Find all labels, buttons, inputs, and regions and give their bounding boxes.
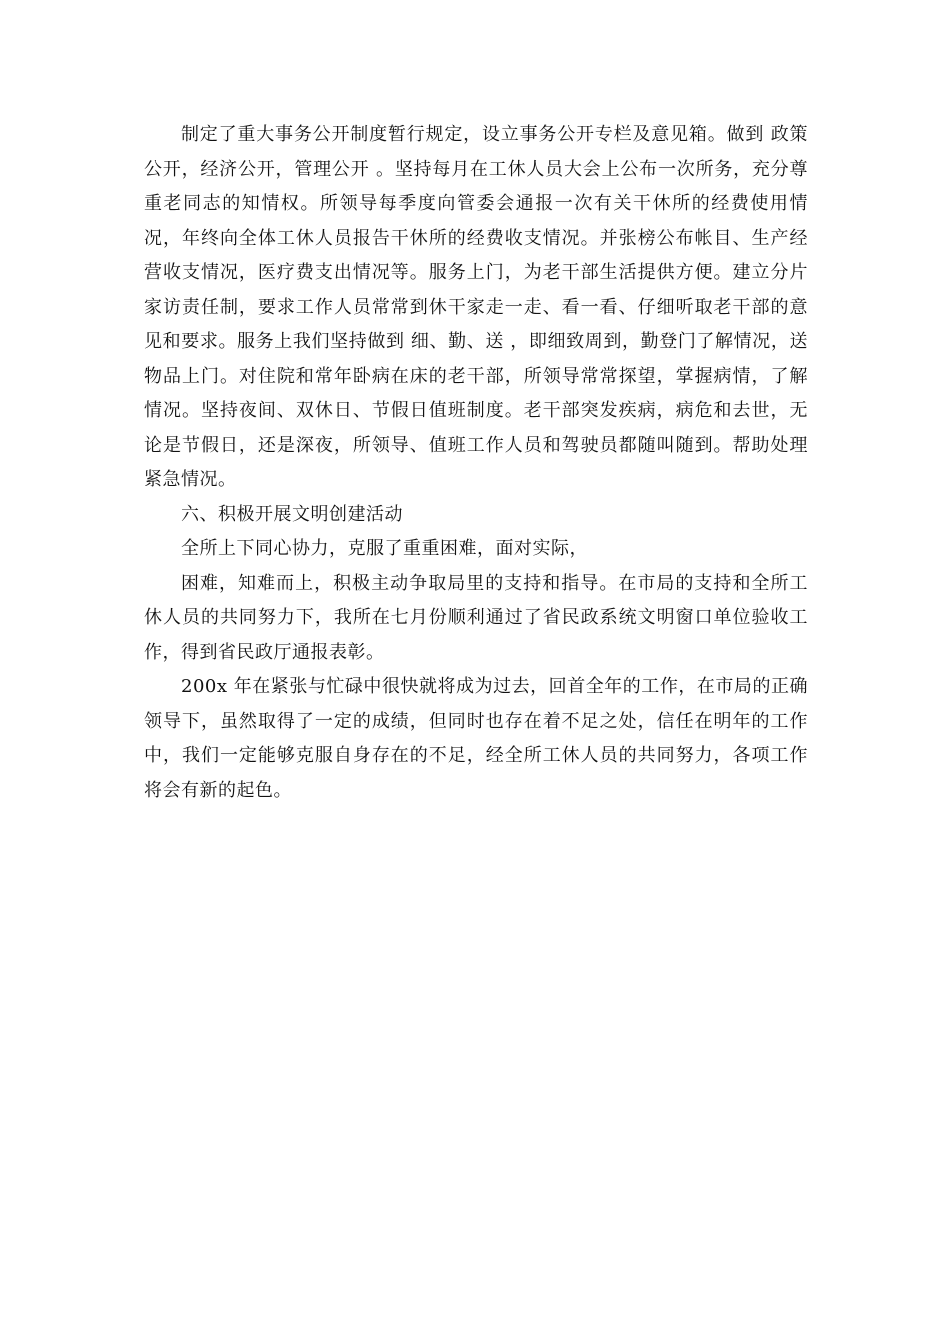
section-heading: 六、积极开展文明创建活动 [181,503,403,525]
body-paragraph: 制定了重大事务公开制度暂行规定，设立事务公开专栏及意见箱。做到 政策公开，经济公开，管理公开 。坚持每月在工休人员大会上公布一次所务，充分尊重老同志的知情权。所领导每季度向管委会通报一次有关干休所的经费使用情况，年终向全体工休人员报告干休所的经费收支情况。并张榜公布帐目、生产经营收支情况，医疗费支出情况等。服务上门，为老干部生活提供方便。建立分片家访责任制，要求工作人员常常到休干家走一走、看一看、仔细听取老干部的意见和要求。服务上我们坚持做到 细、勤、送 ，即细致周到，勤登门了解情况，送物品上门。对住院和常年卧病在床的老干部，所领导常常探望，掌握病情，了解情况。坚持夜间、双休日、节假日值班制度。老干部突发疾病，病危和去世，无论是节假日，还是深夜，所领导、值班工作人员和驾驶员都随叫随到。帮助处理紧急情况。 [144,124,808,490]
document-page [144,118,808,808]
body-paragraph: 200x 年在紧张与忙碌中很快就将成为过去，回首全年的工作，在市局的正确领导下，虽然取得了一定的成绩，但同时也存在着不足之处，信任在明年的工作中，我们一定能够克服自身存在的不足，经全所工休人员的共同努力，各项工作将会有新的起色。 [144,676,808,801]
body-paragraph: 困难，知难而上，积极主动争取局里的支持和指导。在市局的支持和全所工休人员的共同努力下，我所在七月份顺利通过了省民政系统文明窗口单位验收工作，得到省民政厅通报表彰。 [144,572,808,663]
body-paragraph: 全所上下同心协力，克服了重重困难，面对实际， [181,538,588,559]
